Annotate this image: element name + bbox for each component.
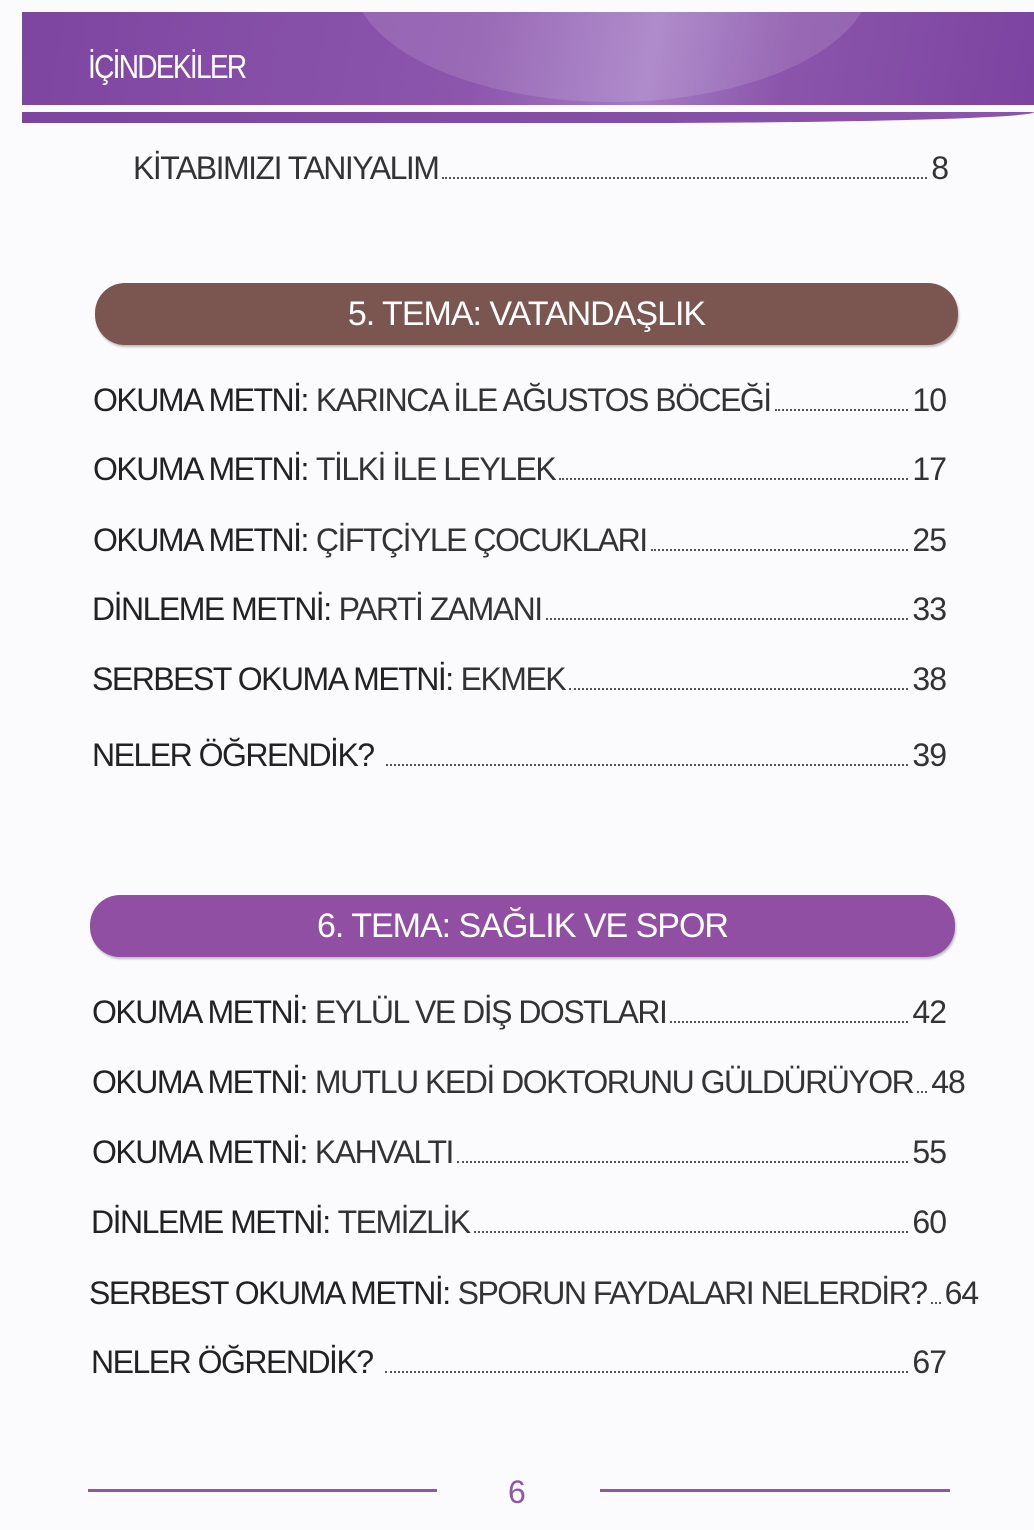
entry-title: KAHVALTI bbox=[314, 1134, 453, 1170]
entry-page: 39 bbox=[912, 737, 946, 773]
toc-entry[interactable] bbox=[92, 994, 946, 1031]
toc-entry[interactable] bbox=[93, 382, 946, 419]
entry-prefix: OKUMA METNİ: bbox=[92, 994, 307, 1030]
toc-entry[interactable] bbox=[91, 1344, 946, 1381]
entry-prefix: SERBEST OKUMA METNİ: bbox=[89, 1275, 450, 1311]
entry-prefix: NELER ÖĞRENDİK? bbox=[92, 737, 374, 773]
entry-title: KİTABIMIZI TANIYALIM bbox=[133, 150, 439, 186]
entry-title: SPORUN FAYDALARI NELERDİR? bbox=[457, 1275, 927, 1311]
toc-entry[interactable] bbox=[93, 522, 946, 559]
toc-entry[interactable] bbox=[93, 451, 946, 488]
entry-page: 33 bbox=[912, 591, 946, 627]
dot-leader bbox=[651, 549, 909, 551]
toc-entry[interactable] bbox=[92, 661, 946, 698]
dot-leader bbox=[931, 1302, 941, 1304]
header-banner bbox=[22, 12, 1034, 105]
entry-page: 67 bbox=[912, 1344, 946, 1380]
dot-leader bbox=[569, 688, 908, 690]
entry-prefix: NELER ÖĞRENDİK? bbox=[91, 1344, 373, 1380]
entry-page: 55 bbox=[912, 1134, 946, 1170]
dot-leader bbox=[442, 177, 927, 179]
entry-prefix: OKUMA METNİ: bbox=[93, 382, 308, 418]
dot-leader bbox=[385, 1371, 909, 1373]
entry-title: KARINCA İLE AĞUSTOS BÖCEĞİ bbox=[315, 382, 771, 418]
entry-prefix: OKUMA METNİ: bbox=[92, 1134, 307, 1170]
dot-leader bbox=[670, 1021, 908, 1023]
toc-entry-intro[interactable] bbox=[133, 150, 948, 187]
entry-page: 8 bbox=[931, 150, 948, 186]
dot-leader bbox=[775, 409, 909, 411]
entry-title: EYLÜL VE DİŞ DOSTLARI bbox=[314, 994, 667, 1030]
dot-leader bbox=[917, 1091, 927, 1093]
entry-prefix: DİNLEME METNİ: bbox=[92, 591, 331, 627]
entry-title: MUTLU KEDİ DOKTORUNU GÜLDÜRÜYOR bbox=[314, 1064, 914, 1100]
dot-leader bbox=[559, 478, 908, 480]
entry-prefix: DİNLEME METNİ: bbox=[91, 1204, 330, 1240]
header-swoosh bbox=[352, 12, 872, 102]
entry-page: 25 bbox=[912, 522, 946, 558]
dot-leader bbox=[457, 1161, 909, 1163]
entry-page: 64 bbox=[944, 1275, 979, 1311]
entry-page: 17 bbox=[912, 451, 946, 487]
dot-leader bbox=[474, 1231, 909, 1233]
toc-entry[interactable] bbox=[92, 737, 946, 774]
dot-leader bbox=[386, 764, 909, 766]
entry-prefix: SERBEST OKUMA METNİ: bbox=[92, 661, 453, 697]
entry-page: 60 bbox=[912, 1204, 946, 1240]
entry-prefix: OKUMA METNİ: bbox=[92, 1064, 307, 1100]
entry-page: 10 bbox=[912, 382, 946, 418]
entry-title: PARTİ ZAMANI bbox=[338, 591, 542, 627]
entry-page: 42 bbox=[912, 994, 946, 1030]
toc-entry[interactable] bbox=[91, 1204, 946, 1241]
entry-title: EKMEK bbox=[460, 661, 566, 697]
toc-entry[interactable] bbox=[92, 1064, 965, 1101]
dot-leader bbox=[546, 618, 909, 620]
header-stripe bbox=[22, 112, 1034, 123]
entry-title: TEMİZLİK bbox=[337, 1204, 470, 1240]
footer-line-left bbox=[88, 1489, 437, 1492]
theme-heading-5: 5. TEMA: VATANDAŞLIK bbox=[95, 283, 958, 345]
toc-entry[interactable] bbox=[92, 591, 946, 628]
footer-line-right bbox=[600, 1489, 950, 1492]
toc-entry[interactable] bbox=[89, 1275, 979, 1312]
page-title: İÇİNDEKİLER bbox=[88, 48, 246, 85]
entry-title: TİLKİ İLE LEYLEK bbox=[315, 451, 556, 487]
page-number: 6 bbox=[508, 1474, 526, 1510]
theme-heading-6: 6. TEMA: SAĞLIK VE SPOR bbox=[90, 895, 955, 957]
toc-entry[interactable] bbox=[92, 1134, 946, 1171]
entry-title: ÇİFTÇİYLE ÇOCUKLARI bbox=[315, 522, 647, 558]
entry-page: 48 bbox=[931, 1064, 965, 1100]
entry-prefix: OKUMA METNİ: bbox=[93, 522, 308, 558]
entry-page: 38 bbox=[912, 661, 946, 697]
entry-prefix: OKUMA METNİ: bbox=[93, 451, 308, 487]
